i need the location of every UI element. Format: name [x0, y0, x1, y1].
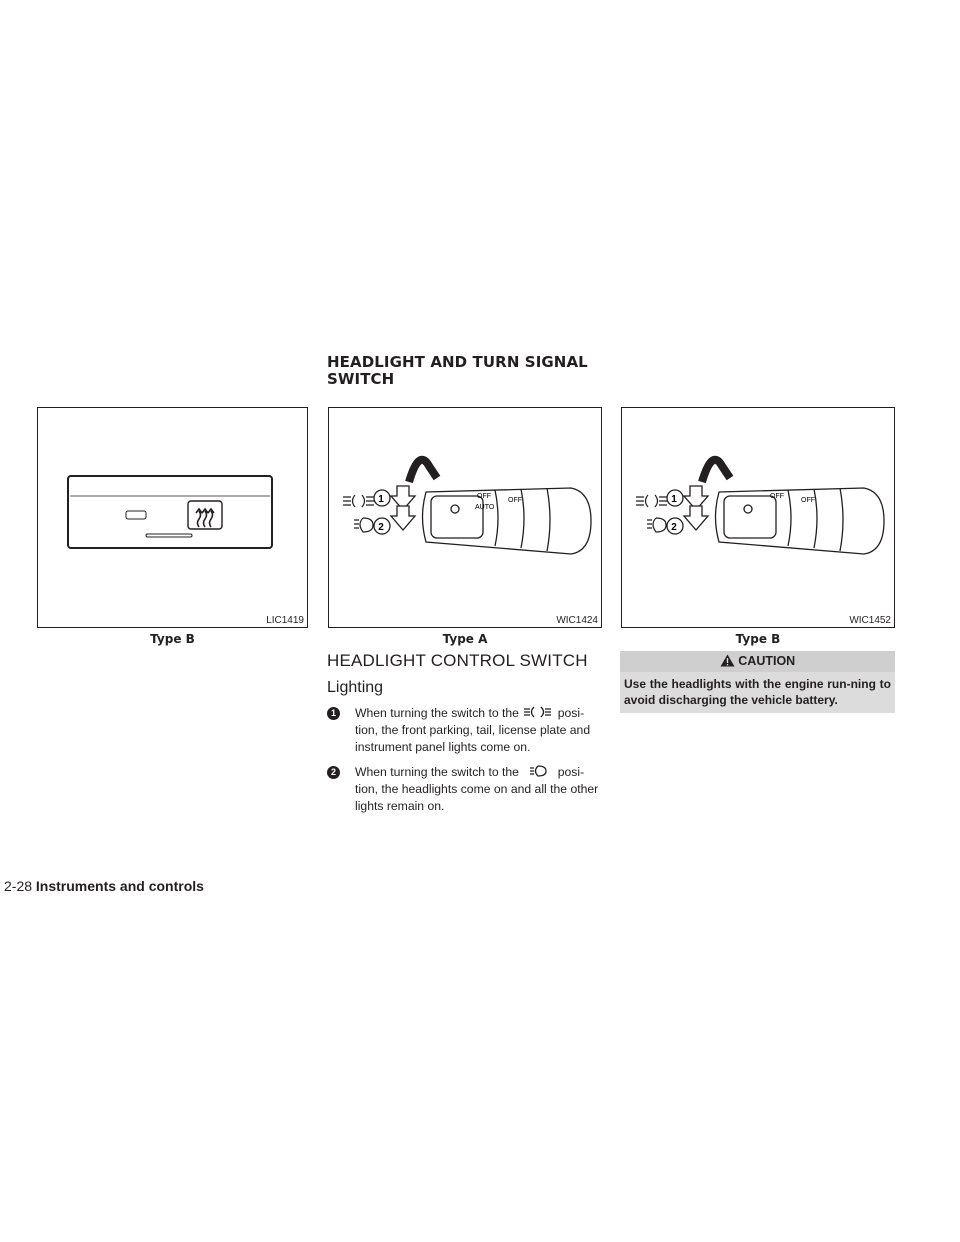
step-number: 2	[327, 766, 340, 779]
parking-light-icon	[343, 495, 374, 507]
caution-header	[620, 651, 895, 672]
headlight-switch-type-a-illustration	[329, 408, 601, 627]
step-number: 1	[327, 707, 340, 720]
caution-label: CAUTION	[738, 654, 796, 668]
step-1-label: 1	[671, 494, 677, 505]
off-label: OFF	[508, 497, 522, 504]
headlight-icon	[354, 518, 373, 532]
auto-label: AUTO	[475, 504, 495, 511]
figure-code: WIC1424	[556, 615, 598, 626]
defroster-switch-illustration	[38, 408, 307, 627]
off-label: OFF	[477, 493, 491, 500]
figure-caption: Type B	[150, 632, 195, 646]
caution-text: Use the headlights with the engine run-ning to avoid discharging the vehicle battery.	[624, 677, 891, 707]
figure-switch-type-a	[328, 407, 602, 628]
headlight-switch-type-b-illustration	[622, 408, 894, 627]
item-text-post: posi-tion, the front parking, tail, license plate and instrument panel lights come on.	[355, 706, 591, 754]
section-name: Instruments and controls	[35, 878, 204, 894]
figure-caption: Type A	[442, 632, 488, 646]
figure-switch-type-b	[621, 407, 895, 628]
warning-icon	[720, 654, 735, 667]
headlight-icon	[522, 765, 554, 777]
subhead: Lighting	[327, 679, 384, 696]
figure-code: LIC1419	[266, 615, 304, 626]
headline: HEADLIGHT CONTROL SWITCH	[327, 651, 588, 670]
step-1-label: 1	[378, 494, 384, 505]
item-text-pre: When turning the switch to the	[355, 706, 519, 720]
off-label: OFF	[801, 497, 815, 504]
caution-box	[620, 651, 895, 713]
page-number: 2-28	[4, 878, 33, 894]
list-item	[327, 705, 605, 756]
headlight-icon	[647, 518, 666, 532]
page-footer	[4, 878, 204, 894]
parking-light-icon	[636, 495, 667, 507]
item-text-pre: When turning the switch to the	[355, 765, 519, 779]
parking-light-icon	[522, 706, 554, 718]
section-heading: HEADLIGHT AND TURN SIGNAL SWITCH	[327, 353, 588, 388]
step-2-label: 2	[378, 522, 384, 533]
figure-defroster-switch	[37, 407, 308, 628]
off-label: OFF	[770, 493, 784, 500]
list-item	[327, 764, 605, 815]
figure-code: WIC1452	[849, 615, 891, 626]
item-text-post: posi-tion, the headlights come on and all the other lights remain on.	[355, 765, 599, 813]
step-2-label: 2	[671, 522, 677, 533]
figure-caption: Type B	[735, 632, 781, 646]
